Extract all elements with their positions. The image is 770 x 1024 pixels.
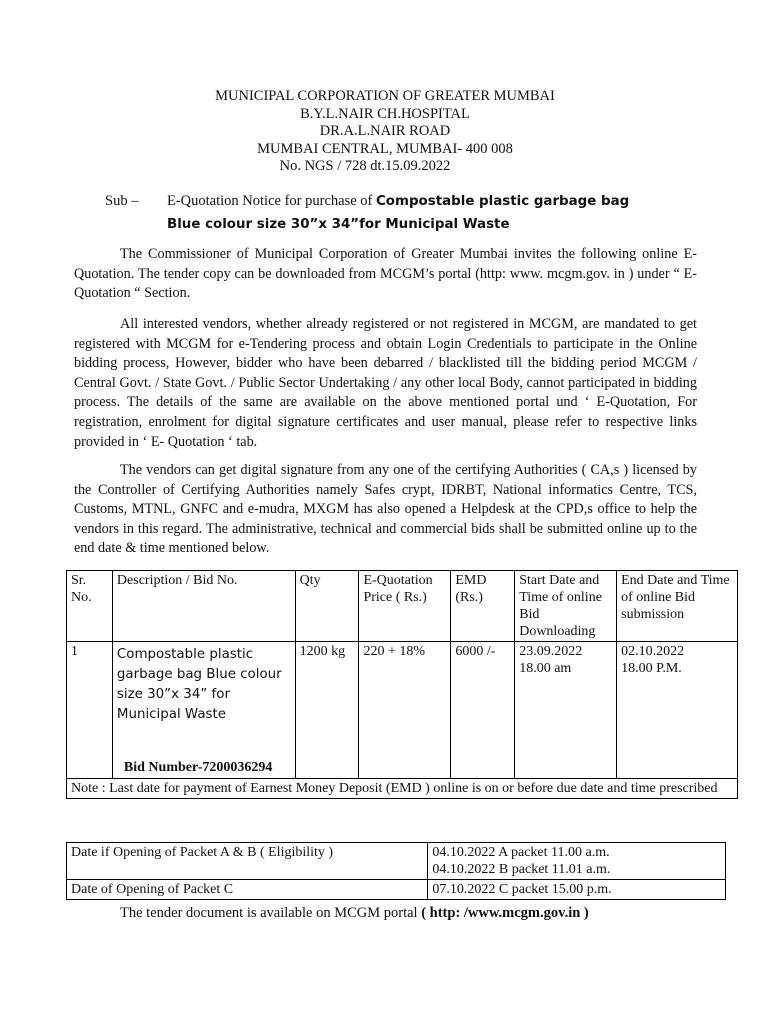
subject-label: Sub –: [105, 193, 139, 209]
letterhead: [0, 88, 770, 176]
header-description: Description / Bid No.: [112, 571, 295, 642]
end-time: 18.00 P.M.: [621, 661, 682, 676]
subject-item-line1: Compostable plastic garbage bag: [375, 194, 630, 209]
header-sr: Sr. No.: [67, 571, 113, 642]
cell-description: [112, 642, 295, 779]
packet-c-value: 07.10.2022 C packet 15.00 p.m.: [428, 880, 726, 900]
packet-b-value: 04.10.2022 B packet 11.01 a.m.: [432, 862, 611, 877]
emd-note: Note : Last date for payment of Earnest Money Deposit (EMD ) online is on or before due date and time prescribed: [67, 779, 738, 799]
road-name: DR.A.L.NAIR ROAD: [319, 123, 451, 139]
portal-link[interactable]: ( http: /www.mcgm.gov.in ): [421, 905, 589, 921]
end-date: 02.10.2022: [621, 644, 685, 659]
item-description: Compostable plastic garbage bag Blue colour size 30”x 34” for Municipal Waste: [116, 647, 282, 722]
cell-emd: 6000 /-: [451, 642, 515, 779]
note-row: [67, 779, 738, 799]
packet-a-value: 04.10.2022 A packet 11.00 a.m.: [432, 845, 610, 860]
city-address: MUMBAI CENTRAL, MUMBAI- 400 008: [257, 140, 513, 157]
subject-prefix: E-Quotation Notice for purchase of: [167, 193, 376, 209]
packet-ab-label: Date if Opening of Packet A & B ( Eligibility ): [67, 843, 428, 880]
footer-note: [120, 905, 589, 922]
opening-dates-table: [66, 842, 726, 900]
org-name: MUNICIPAL CORPORATION OF GREATER MUMBAI: [215, 88, 555, 104]
cell-end: [617, 642, 738, 779]
hospital-name: B.Y.L.NAIR CH.HOSPITAL: [300, 105, 470, 122]
start-time: 18.00 am: [519, 661, 572, 676]
digital-signature-paragraph: The vendors can get digital signature from any one of the certifying Authorities ( CA,s ) licensed by the Controller of Certifying Authorities namely Safes crypt, IDRBT, National informatics Centre, TCS, Customs, MTNL, GNFC and e-mudra, MXGM has also opened a Helpdesk at the CPD,s office to help the vendors in this regard. The administrative, technical and commercial bids shall be submitted online up to the end date & time mentioned below.: [74, 462, 697, 557]
cell-qty: 1200 kg: [295, 642, 359, 779]
packet-ab-value: [428, 843, 726, 880]
table-row: [67, 843, 726, 880]
reference-number: No. NGS / 728 dt.15.09.2022: [279, 158, 451, 174]
subject-item-line2: Blue colour size 30”x 34”for Municipal Waste: [167, 217, 510, 232]
registration-paragraph: All interested vendors, whether already registered or not registered in MCGM, are mandated to get registered with MCGM for e-Tendering process and obtain Login Credentials to participate in the Online bidding process, However, bidder who have been debarred / blacklisted till the bidding period MCGM / Central Govt. / State Govt. / Public Sector Undertaking / any other local Body, cannot participated in bidding process. The details of the same are available on the above mentioned portal und ‘ E-Quotation, For registration, enrolment for digital signature certificates and user manual, please refer to respective links provided in ‘ E- Quotation ‘ tab.: [74, 316, 697, 450]
cell-sr: 1: [67, 642, 113, 779]
quotation-table: [66, 570, 738, 799]
cell-start: [515, 642, 617, 779]
header-qty: Qty: [295, 571, 359, 642]
table-row: [67, 880, 726, 900]
table-header-row: [67, 571, 738, 642]
header-price: E-Quotation Price ( Rs.): [359, 571, 451, 642]
header-end-date: End Date and Time of online Bid submission: [617, 571, 738, 642]
header-emd: EMD (Rs.): [451, 571, 515, 642]
header-start-date: Start Date and Time of online Bid Downloading: [515, 571, 617, 642]
packet-c-label: Date of Opening of Packet C: [67, 880, 428, 900]
intro-paragraph: The Commissioner of Municipal Corporation of Greater Mumbai invites the following online E-Quotation. The tender copy can be downloaded from MCGM’s portal (http: www. mcgm.gov. in ) under “ E-Quotation “ Section.: [74, 246, 697, 302]
cell-price: 220 + 18%: [359, 642, 451, 779]
subject-text: [167, 190, 727, 236]
start-date: 23.09.2022: [519, 644, 583, 659]
table-row: [67, 642, 738, 779]
footer-text: The tender document is available on MCGM portal: [120, 905, 422, 921]
bid-number: Bid Number-7200036294: [123, 760, 273, 775]
